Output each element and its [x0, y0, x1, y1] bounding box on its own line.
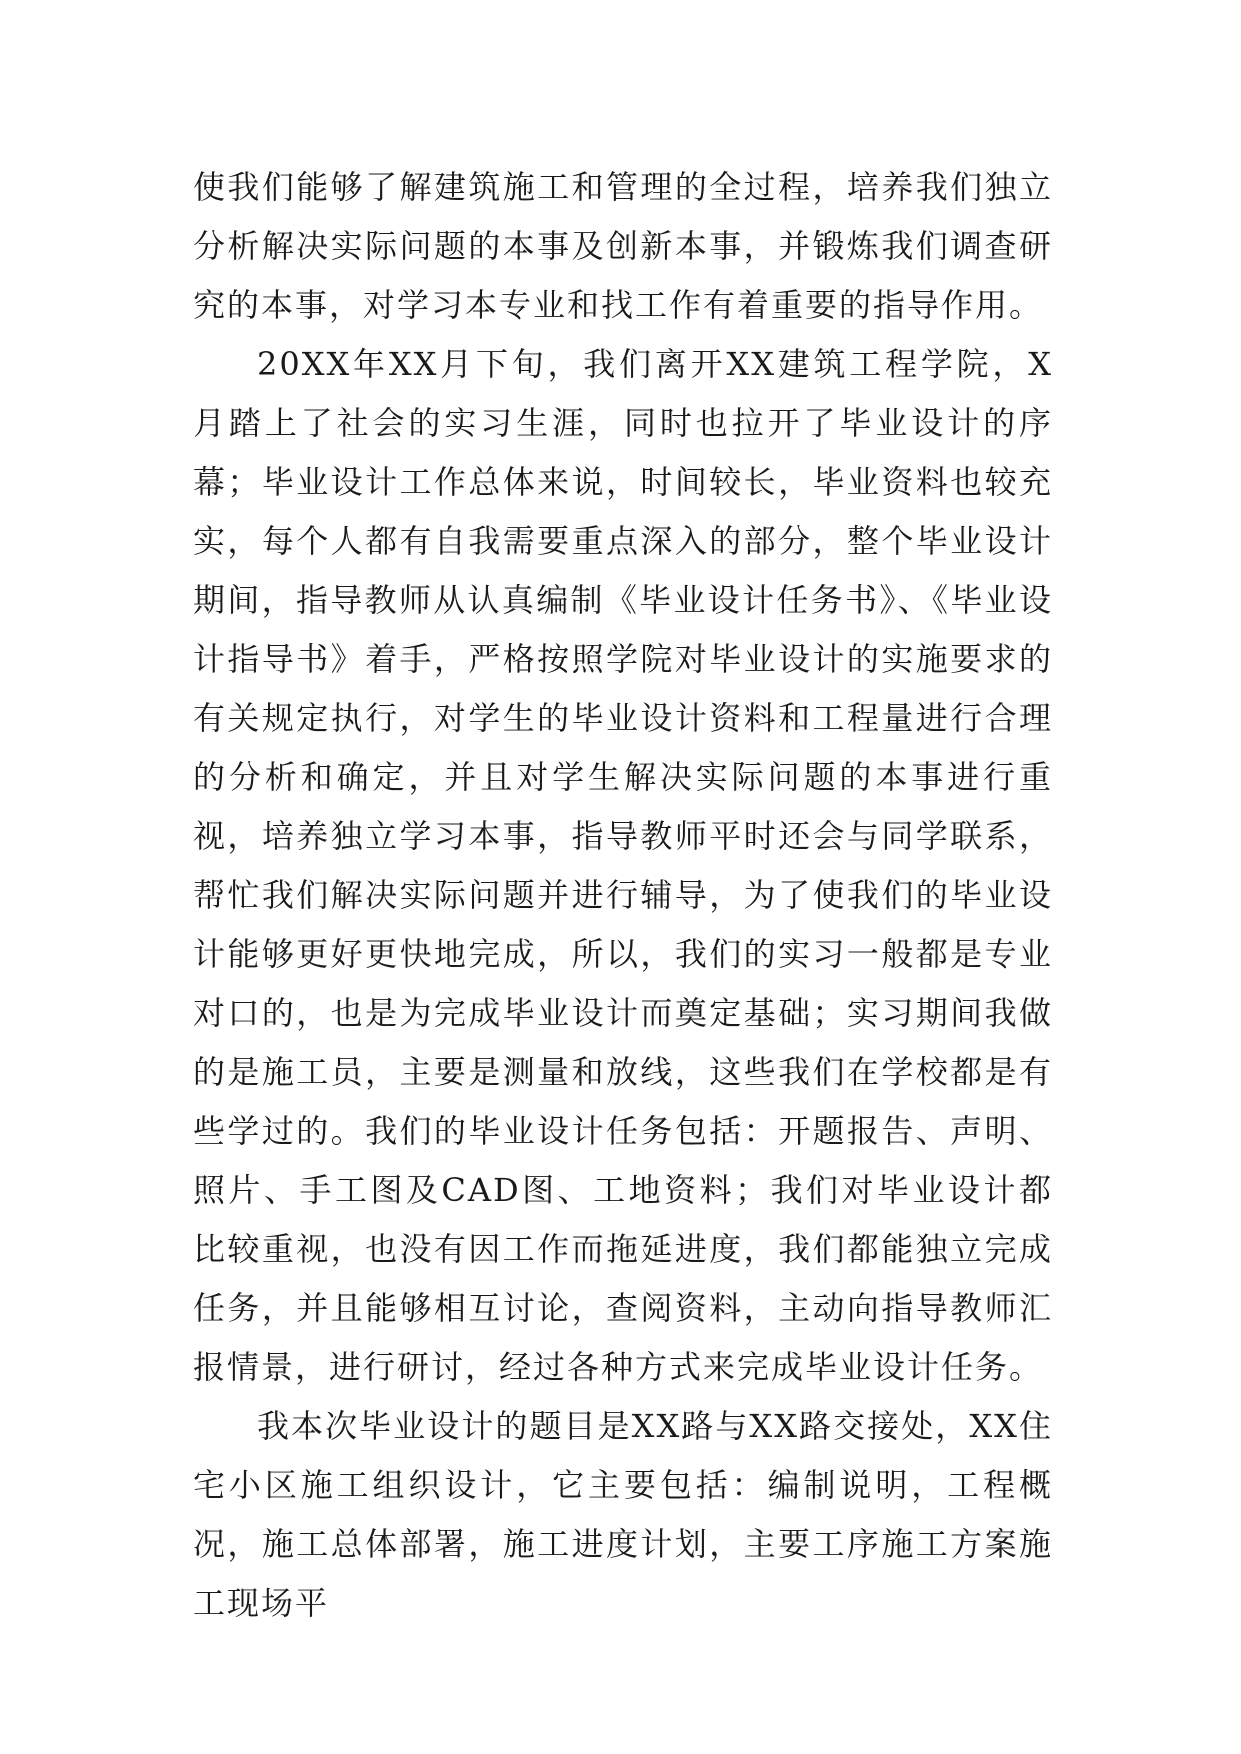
- document-body: [193, 158, 1053, 1633]
- paragraph-1: 使我们能够了解建筑施工和管理的全过程，培养我们独立分析解决实际问题的本事及创新本事，并锻炼我们调查研究的本事，对学习本专业和找工作有着重要的指导作用。: [193, 168, 1053, 324]
- paragraph-2: 20XX年XX月下旬，我们离开XX建筑工程学院，X月踏上了社会的实习生涯，同时也拉开了毕业设计的序幕；毕业设计工作总体来说，时间较长，毕业资料也较充实，每个人都有自我需要重点深入的部分，整个毕业设计期间，指导教师从认真编制《毕业设计任务书》、《毕业设计指导书》着手，严格按照学院对毕业设计的实施要求的有关规定执行，对学生的毕业设计资料和工程量进行合理的分析和确定，并且对学生解决实际问题的本事进行重视，培养独立学习本事，指导教师平时还会与同学联系，帮忙我们解决实际问题并进行辅导，为了使我们的毕业设计能够更好更快地完成，所以，我们的实习一般都是专业对口的，也是为完成毕业设计而奠定基础；实习期间我做的是施工员，主要是测量和放线，这些我们在学校都是有些学过的。我们的毕业设计任务包括：开题报告、声明、照片、手工图及CAD图、工地资料；我们对毕业设计都比较重视，也没有因工作而拖延进度，我们都能独立完成任务，并且能够相互讨论，查阅资料，主动向指导教师汇报情景，进行研讨，经过各种方式来完成毕业设计任务。: [193, 345, 1053, 1386]
- paragraph-3: 我本次毕业设计的题目是XX路与XX路交接处，XX住宅小区施工组织设计，它主要包括：编制说明，工程概况，施工总体部署，施工进度计划，主要工序施工方案施工现场平: [193, 1407, 1053, 1622]
